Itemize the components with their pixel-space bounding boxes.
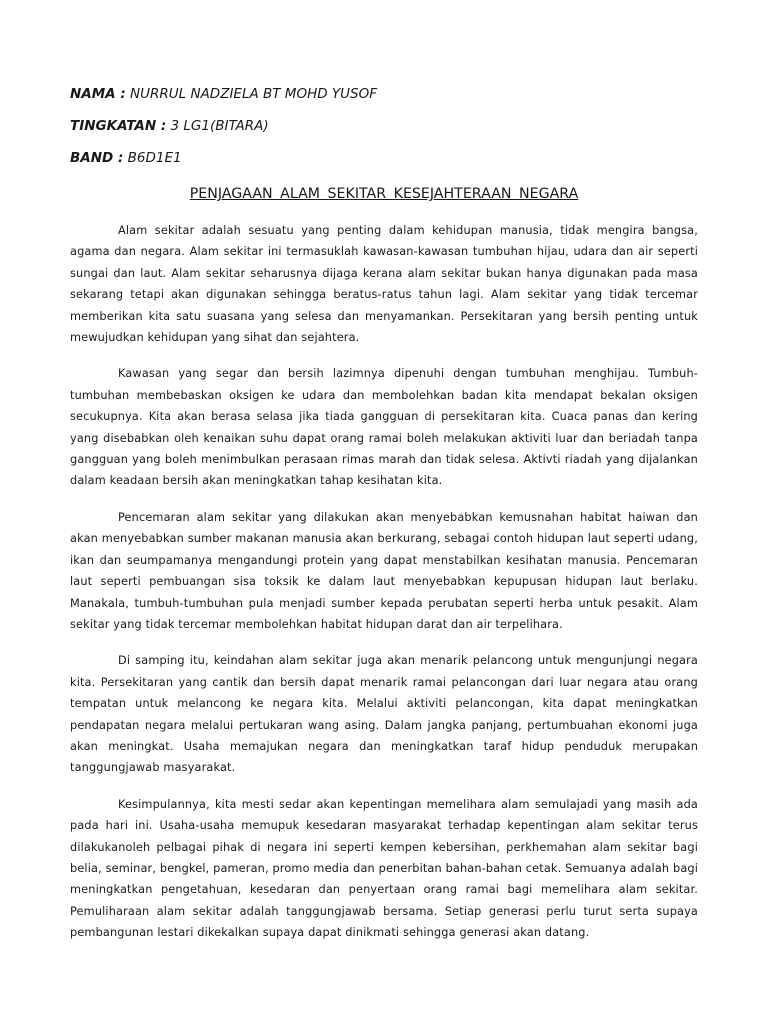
paragraph-5: Kesimpulannya, kita mesti sedar akan kepentingan memelihara alam semulajadi yang masih ada pada hari ini. Usaha-usaha memupuk kesedaran masyarakat terhadap kepentingan alam sekitar terus dilakukanoleh pelbagai pihak di negara ini seperti kempen kebersihan, perkhemahan alam sekitar bagi belia, seminar, bengkel, pameran, promo media dan penerbitan bahan-bahan cetak. Semuanya adalah bagi meningkatkan pengetahuan, kesedaran dan penyertaan orang ramai bagi memelihara alam sekitar. Pemuliharaan alam sekitar adalah tanggungjawab bersama. Setiap generasi perlu turut serta supaya pembangunan lestari dikekalkan supaya dapat dinikmati sehingga generasi akan datang. — [70, 797, 698, 940]
paragraph-2: Kawasan yang segar dan bersih lazimnya dipenuhi dengan tumbuhan menghijau. Tumbuh-tumbuhan membebaskan oksigen ke udara dan membolehkan badan kita mendapat bekalan oksigen secukupnya. Kita akan berasa selasa jika tiada gangguan di persekitaran kita. Cuaca panas dan kering yang disebabkan oleh kenaikan suhu dapat orang ramai boleh melakukan aktiviti luar dan beriadah tanpa gangguan yang boleh menimbulkan perasaan rimas marah dan tidak selesa. Aktivti riadah yang dijalankan dalam keadaan bersih akan meningkatkan tahap kesihatan kita. — [70, 367, 698, 488]
tingkatan-value: 3 LG1(BITARA) — [170, 118, 269, 134]
band-line — [70, 148, 698, 180]
paragraph-4: Di samping itu, keindahan alam sekitar juga akan menarik pelancong untuk mengunjungi negara kita. Persekitaran yang cantik dan bersih dapat menarik ramai pelancongan dari luar negara atau orang tempatan untuk melancong ke negara kita. Melalui aktiviti pelancongan, kita dapat meningkatkan pendapatan negara melalui pertukaran wang asing. Dalam jangka panjang, pertumbuahan ekonomi juga akan meningkat. Usaha memajukan negara dan meningkatkan taraf hidup penduduk merupakan tanggungjawab masyarakat. — [70, 654, 698, 775]
tingkatan-line — [70, 116, 698, 148]
band-value: B6D1E1 — [127, 150, 182, 166]
tingkatan-label: TINGKATAN : — [70, 118, 167, 134]
essay-title: PENJAGAAN ALAM SEKITAR KESEJAHTERAAN NEGARA — [189, 186, 579, 202]
paragraph-1: Alam sekitar adalah sesuatu yang penting dalam kehidupan manusia, tidak mengira bangsa, agama dan negara. Alam sekitar ini termasuklah kawasan-kawasan tumbuhan hijau, udara dan air seperti sungai dan laut. Alam sekitar seharusnya dijaga kerana alam sekitar bukan hanya digunakan pada masa sekarang tetapi akan digunakan sehingga beratus-ratus tahun lagi. Alam sekitar yang tidak tercemar memberikan kita satu suasana yang selesa dan menyamankan. Persekitaran yang bersih penting untuk mewujudkan kehidupan yang sihat dan sejahtera. — [70, 224, 698, 345]
nama-label: NAMA : — [70, 86, 126, 102]
band-label: BAND : — [70, 150, 124, 166]
nama-line — [70, 84, 698, 116]
nama-value: NURRUL NADZIELA BT MOHD YUSOF — [130, 86, 377, 102]
paragraph-3: Pencemaran alam sekitar yang dilakukan akan menyebabkan kemusnahan habitat haiwan dan akan menyebabkan sumber makanan manusia akan berkurang, sebagai contoh hidupan laut seperti udang, ikan dan seumpamanya mengandungi protein yang dapat menstabilkan kesihatan manusia. Pencemaran laut seperti pembuangan sisa toksik ke dalam laut menyebabkan kepupusan hidupan laut berlaku. Manakala, tumbuh-tumbuhan pula menjadi sumber kepada perubatan seperti herba untuk pesakit. Alam sekitar yang tidak tercemar membolehkan habitat hidupan darat dan air terpelihara. — [70, 510, 698, 631]
